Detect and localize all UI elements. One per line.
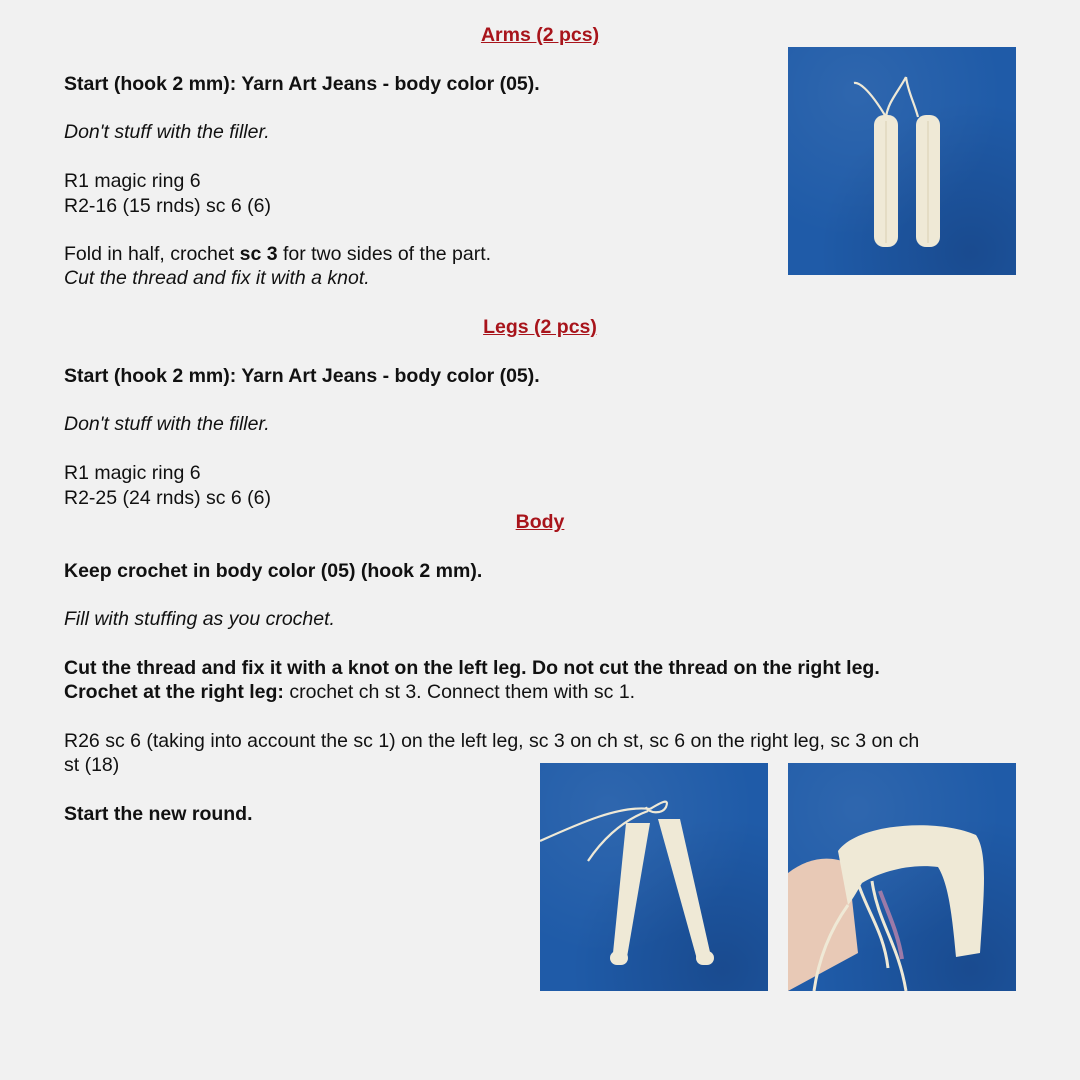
arms-round-2-16: R2-16 (15 rnds) sc 6 (6) xyxy=(64,195,271,217)
body-round-26-line-2: st (18) xyxy=(64,754,120,776)
arms-photo xyxy=(788,47,1016,275)
legs-note: Don't stuff with the filler. xyxy=(64,413,270,435)
legs-photo xyxy=(540,763,768,991)
body-heading: Body xyxy=(515,511,565,533)
legs-start-line: Start (hook 2 mm): Yarn Art Jeans - body color (05). xyxy=(64,365,540,387)
legs-round-1: R1 magic ring 6 xyxy=(64,462,201,484)
legs-heading: Legs (2 pcs) xyxy=(483,316,597,338)
arms-start-line: Start (hook 2 mm): Yarn Art Jeans - body color (05). xyxy=(64,73,540,95)
arms-cut-note: Cut the thread and fix it with a knot. xyxy=(64,267,370,289)
arms-round-1: R1 magic ring 6 xyxy=(64,170,201,192)
body-round-26-line-1: R26 sc 6 (taking into account the sc 1) on the left leg, sc 3 on ch st, sc 6 on the right leg, sc 3 on ch xyxy=(64,730,920,752)
arms-note: Don't stuff with the filler. xyxy=(64,121,270,143)
arms-fold-stitch: sc 3 xyxy=(239,243,278,265)
arms-fold-text-end: for two sides of the part. xyxy=(277,243,492,265)
body-fill-note: Fill with stuffing as you crochet. xyxy=(64,608,335,630)
body-keep-line: Keep crochet in body color (05) (hook 2 mm). xyxy=(64,560,483,582)
legs-round-2-25: R2-25 (24 rnds) sc 6 (6) xyxy=(64,487,271,509)
body-cut-line: Cut the thread and fix it with a knot on the left leg. Do not cut the thread on the right leg. xyxy=(64,657,880,679)
body-new-round: Start the new round. xyxy=(64,803,253,825)
body-crochet-text: crochet ch st 3. Connect them with sc 1. xyxy=(283,681,636,703)
arms-fold-text: Fold in half, crochet xyxy=(64,243,240,265)
arms-heading: Arms (2 pcs) xyxy=(480,24,600,46)
body-photo xyxy=(788,763,1016,991)
body-crochet-label: Crochet at the right leg: xyxy=(64,681,284,703)
arms-fold-instruction xyxy=(64,242,491,266)
body-crochet-line xyxy=(64,680,635,704)
